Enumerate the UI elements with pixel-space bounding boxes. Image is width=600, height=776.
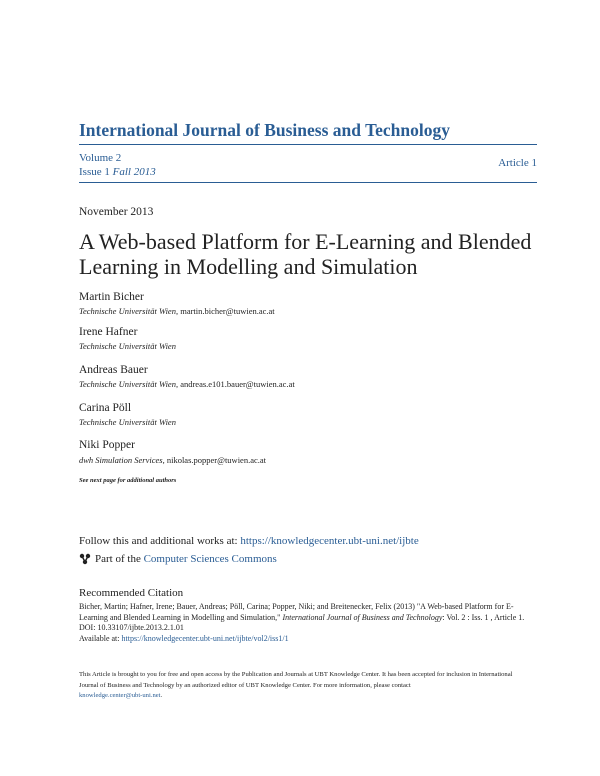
author-affiliation [79,417,176,427]
citation-volume: : Vol. 2 : Iss. 1 , Article 1. [442,612,525,622]
author-affiliation [79,455,266,465]
access-notice [79,670,525,702]
author-email: , nikolas.popper@tuwien.ac.at [162,455,267,465]
author-email: , andreas.e101.bauer@tuwien.ac.at [175,379,295,389]
available-at-link[interactable]: https://knowledgecenter.ubt-uni.net/ijbte/vol2/iss1/1 [121,633,289,643]
access-notice-text: This Article is brought to you for free and open access by the Publication and Journals at UBT Knowledge Center. It has been accepted for inclusion in International Journal of Business and Technology by an authorized editor of UBT Knowledge Center. For more information, please contact [79,671,513,689]
citation-text [79,602,535,644]
see-next-page-note: See next page for additional authors [79,477,177,484]
contact-email-link[interactable]: knowledge.center@ubt-uni.net [79,692,161,699]
author-name: Carina Pöll [79,402,132,414]
citation-journal: International Journal of Business and Technology [282,612,443,622]
author-institution: Technische Universität Wien [79,341,176,351]
author-name: Andreas Bauer [79,364,148,376]
follow-prefix: Follow this and additional works at: [79,535,241,547]
season-link[interactable]: Fall 2013 [112,166,156,178]
author-affiliation [79,306,275,316]
author-name: Niki Popper [79,439,135,451]
citation-heading: Recommended Citation [79,587,184,599]
available-prefix: Available at: [79,633,122,643]
citation-body: Bicher, Martin; Hafner, Irene; Bauer, Andreas; Pöll, Carina; Popper, Niki; and Breitenecker, Felix (2013) "A Web-based Platform for E-Learning and Blended Learning in Modelling and Simulation," [79,602,514,622]
issue-link[interactable]: Issue 1 [79,166,110,178]
follow-link[interactable]: https://knowledgecenter.ubt-uni.net/ijbte [240,535,419,547]
access-notice-end: . [160,692,163,699]
author-affiliation [79,341,176,351]
commons-network-icon [79,553,91,565]
author-email: , martin.bicher@tuwien.ac.at [175,306,275,316]
author-institution: Technische Universität Wien [79,306,176,316]
header-rule-bottom [79,182,537,183]
issue-line [79,166,156,178]
header-rule-top [79,144,537,145]
journal-title[interactable]: International Journal of Business and Technology [79,120,450,140]
paper-title-line-1: A Web-based Platform for E-Learning and Blended [79,229,532,254]
paper-title [79,229,549,279]
follow-line [79,535,419,547]
citation-doi: DOI: 10.33107/ijbte.2013.2.1.01 [79,623,184,632]
paper-title-line-2: Learning in Modelling and Simulation [79,254,418,279]
author-institution: Technische Universität Wien [79,417,176,427]
publication-date: November 2013 [79,206,154,218]
computer-sciences-commons-link[interactable]: Computer Sciences Commons [143,553,277,565]
author-name: Irene Hafner [79,326,138,338]
author-affiliation [79,379,295,389]
part-of-prefix: Part of the [95,553,141,565]
author-institution: dwh Simulation Services [79,455,163,465]
volume-link[interactable]: Volume 2 [79,152,122,164]
part-of-line [79,553,277,565]
author-institution: Technische Universität Wien [79,379,176,389]
article-number: Article 1 [498,157,537,169]
author-name: Martin Bicher [79,291,144,303]
